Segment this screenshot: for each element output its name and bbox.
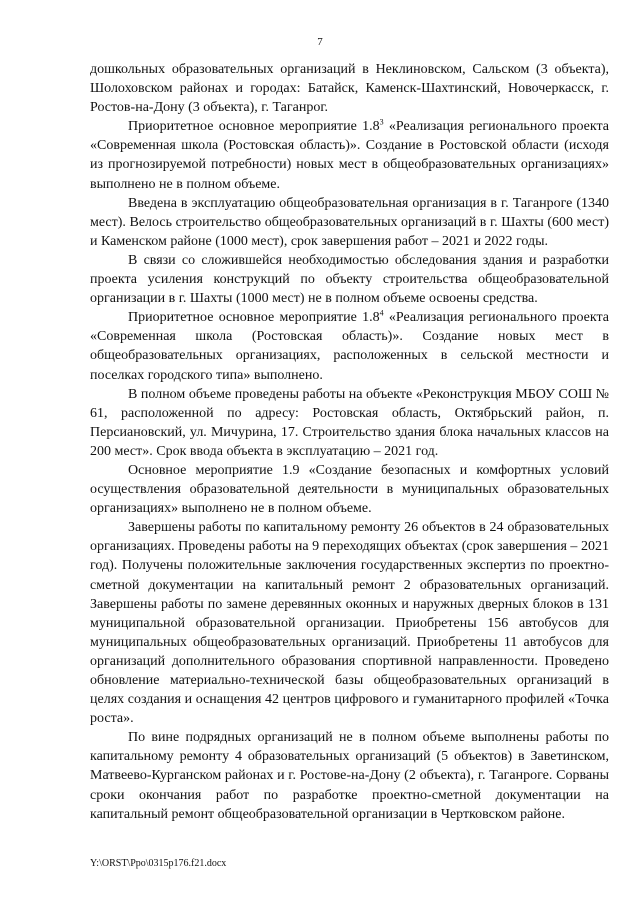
footnote-marker-4: 4	[379, 308, 384, 318]
paragraph-shakhty-funds: В связи со сложившейся необходимостью обследования здания и разработки проекта усиления конструкций по объекту строительства общеобразовательной организации в г. Шахты (1000 мест) не в полном объеме освоены средства.	[90, 252, 609, 307]
paragraph-measure-1-8-4-rest: «Реализация регионального проекта «Современная школа (Ростовская область)». Создание новых мест в общеобразовательных организациях, расположенных в сельской местности и поселках городского типа» выполнено.	[90, 310, 609, 383]
paragraph-measure-1-8-4-lead: Приоритетное основное мероприятие 1.8	[128, 310, 380, 326]
paragraph-measure-1-8-4	[90, 308, 609, 384]
paragraph-measure-1-9: Основное мероприятие 1.9 «Создание безопасных и комфортных условий осуществления образовательной деятельности в муниципальных образовательных организациях» выполнено не в полном объеме.	[90, 462, 609, 517]
paragraph-measure-1-8-3-lead: Приоритетное основное мероприятие 1.8	[128, 119, 380, 135]
paragraph-capital-repairs: Завершены работы по капитальному ремонту 26 объектов в 24 образовательных организациях. Проведены работы на 9 переходящих объектах (срок завершения – 2021 год). Получены положительные заключения государственных экспертиз по проектно-сметной документации на капитальный ремонт 2 образовательных организаций. Завершены работы по замене деревянных оконных и наружных дверных блоков в 131 муниципальной образовательной организации. Приобретены 156 автобусов для муниципальных общеобразовательных организаций. Приобретены 11 автобусов для организаций дополнительного образования спортивной направленности. Проведено обновление материально-технической базы общеобразовательных организаций в целях создания и оснащения 42 центров цифрового и гуманитарного профилей «Точка роста».	[90, 520, 609, 727]
paragraph-preschool-continuation: дошкольных образовательных организаций в Неклиновском, Сальском (3 объекта), Шолоховском районах и городах: Батайск, Каменск-Шахтинский, Новочеркасск, г. Ростов-на-Дону (3 объекта), г. Таганрог.	[90, 62, 609, 116]
paragraph-reconstruction-school-61: В полном объеме проведены работы на объекте «Реконструкция МБОУ СОШ № 61, расположенной по адресу: Ростовская область, Октябрьский район, п. Персиановский, ул. Мичурина, 17. Строительство здания блока начальных классов на 200 мест». Срок ввода объекта в эксплуатацию – 2021 год.	[90, 386, 609, 459]
footer-file-path: Y:\ORST\Ppo\0315p176.f21.docx	[90, 858, 227, 869]
paragraph-taganrog-school: Введена в эксплуатацию общеобразовательная организация в г. Таганроге (1340 мест). Велось строительство общеобразовательных организаций в г. Шахты (600 мест) и Каменском районе (1000 мест), срок завершения работ – 2021 и 2022 годы.	[90, 195, 609, 249]
footnote-marker-3: 3	[379, 117, 384, 127]
paragraph-measure-1-8-3-rest: «Реализация регионального проекта «Современная школа (Ростовская область)». Создание в Ростовской области (исходя из прогнозируемой потребности) новых мест в общеобразовательных организациях» выполнено не в полном объеме.	[90, 119, 609, 192]
paragraph-measure-1-8-3	[90, 117, 609, 193]
document-body	[90, 60, 609, 824]
paragraph-contractor-delays: По вине подрядных организаций не в полном объеме выполнены работы по капитальному ремонту 4 образовательных организаций (5 объектов) в Заветинском, Матвеево-Курганском районах и г. Ростове-на-Дону (2 объекта), г. Таганроге. Сорваны сроки окончания работ по разработке проектно-сметной документации на капитальный ремонт общеобразовательной организации в Чертковском районе.	[90, 730, 609, 822]
page-number: 7	[317, 36, 323, 48]
